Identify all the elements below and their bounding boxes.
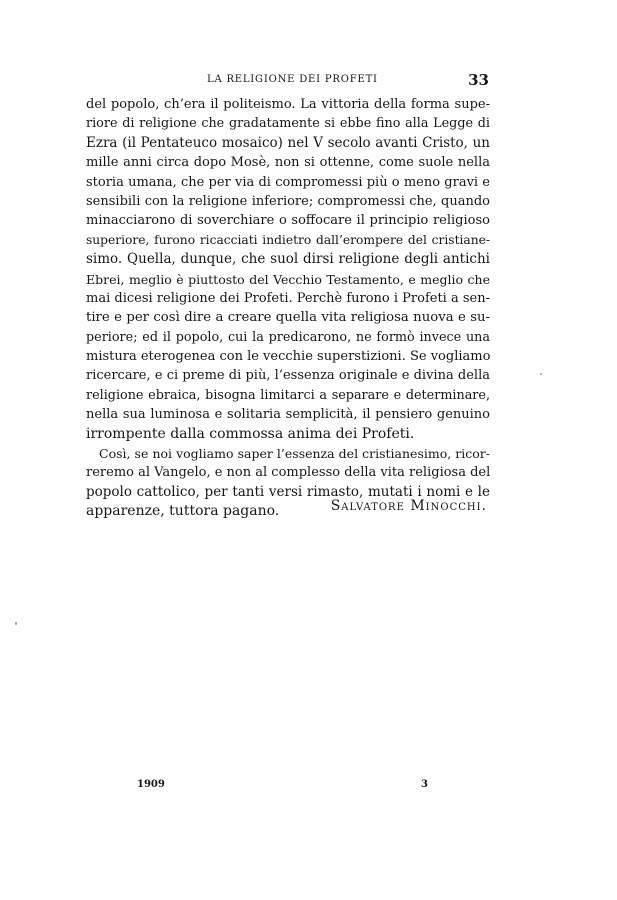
body-text bbox=[86, 95, 490, 522]
page-number: 33 bbox=[468, 71, 489, 89]
text-line: periore; ed il popolo, cui la predicarono, ne formò invece una bbox=[86, 329, 490, 345]
text-line: mistura eterogenea con le vecchie superstizioni. Se vogliamo bbox=[86, 349, 490, 365]
text-line: reremo al Vangelo, e non al complesso della vita religiosa del bbox=[86, 465, 490, 481]
text-line: religione ebraica, bisogna limitarci a separare e determinare, bbox=[86, 387, 490, 403]
paper-speck bbox=[15, 622, 17, 625]
text-line: minacciarono di soverchiare o soffocare il principio religioso bbox=[86, 213, 490, 229]
text-line: Ezra (il Pentateuco mosaico) nel V secolo avanti Cristo, un bbox=[86, 134, 490, 151]
author-signature: Salvatore Minocchi. bbox=[330, 498, 487, 514]
text-line: del popolo, ch’era il politeismo. La vittoria della forma supe- bbox=[86, 97, 490, 112]
footer-year: 1909 bbox=[137, 779, 165, 790]
text-line: tire e per così dire a creare quella vita religiosa nuova e su- bbox=[86, 310, 490, 326]
text-line: simo. Quella, dunque, che suol dirsi religione degli antichi bbox=[86, 251, 490, 268]
text-line: sensibili con la religione inferiore; compromessi che, quando bbox=[86, 193, 490, 209]
text-line: riore di religione che gradatamente si ebbe fino alla Legge di bbox=[86, 116, 490, 132]
text-line: mille anni circa dopo Mosè, non si ottenne, come suole nella bbox=[86, 155, 490, 171]
text-line: mai dicesi religione dei Profeti. Perchè furono i Profeti a sen- bbox=[86, 290, 490, 306]
text-line: Così, se noi vogliamo saper l’essenza del cristianesimo, ricor- bbox=[99, 446, 490, 462]
running-head bbox=[86, 71, 490, 89]
text-line: Ebrei, meglio è piuttosto del Vecchio Testamento, e meglio che bbox=[86, 271, 490, 287]
text-line: irrompente dalla commossa anima dei Profeti. bbox=[86, 425, 415, 442]
running-title: LA RELIGIONE DEI PROFETI bbox=[207, 74, 378, 85]
text-line: superiore, furono ricacciati indietro dall’erompere del cristiane- bbox=[86, 232, 490, 247]
paper-speck bbox=[540, 373, 542, 375]
text-line: ricercare, e ci preme di più, l’essenza originale e divina della bbox=[86, 368, 490, 384]
text-line: nella sua luminosa e solitaria semplicità, il pensiero genuino bbox=[86, 407, 490, 423]
text-line: apparenze, tuttora pagano. bbox=[86, 503, 280, 520]
text-line: storia umana, che per via di compromessi più o meno gravi e bbox=[86, 174, 490, 190]
text-line: popolo cattolico, per tanti versi rimasto, mutati i nomi e le bbox=[86, 483, 490, 500]
signature-mark: 3 bbox=[421, 779, 428, 790]
